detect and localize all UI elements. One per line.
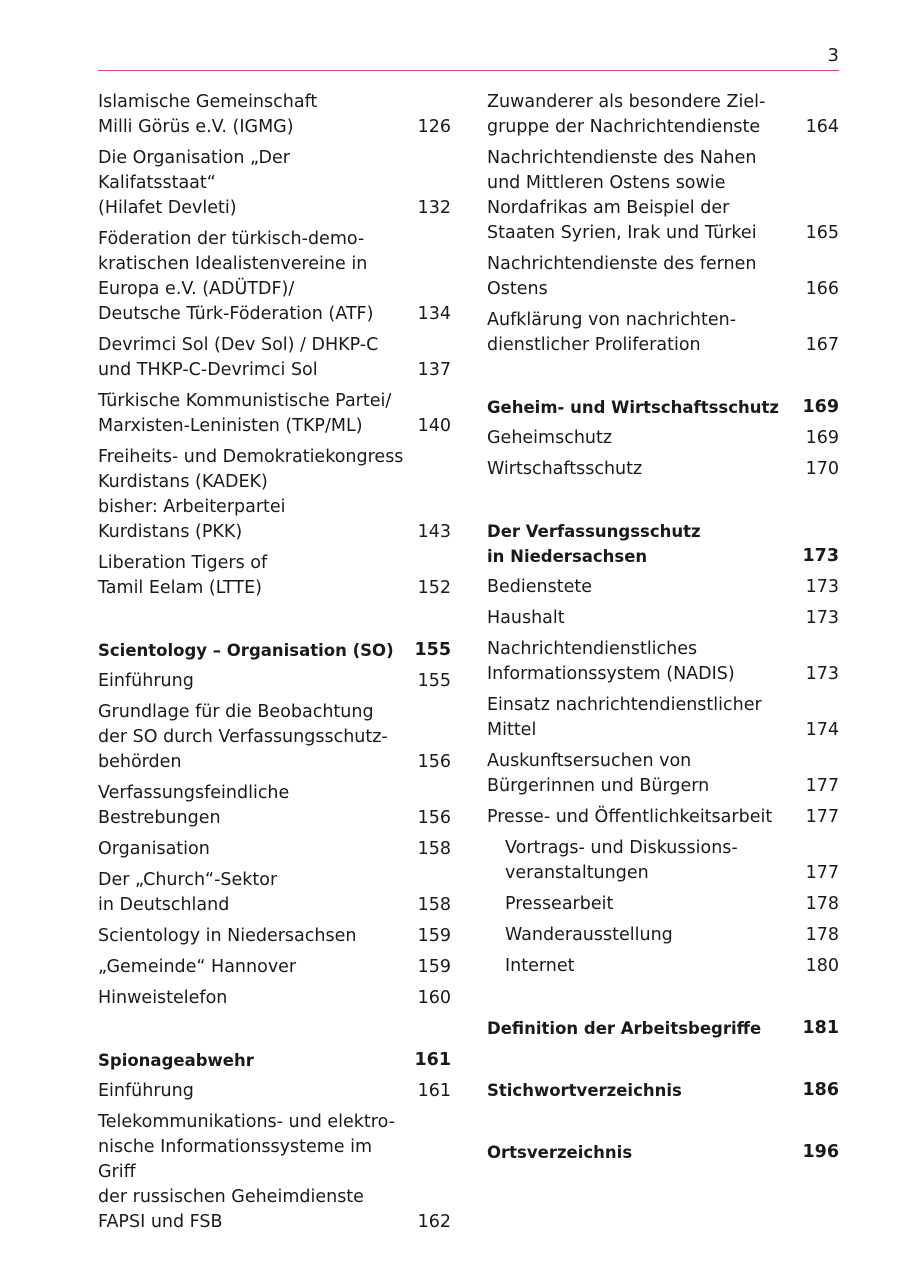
toc-entry-page: 160 [417,988,451,1008]
toc-entry-title: Bedienstete [487,577,592,597]
toc-entry-page: 166 [805,279,839,299]
toc-entry-page: 161 [417,1081,451,1101]
toc-entry [98,146,451,221]
toc-entry-title: Presse- und Öffentlichkeitsarbeit [487,807,773,827]
toc-entry-page: 186 [802,1080,839,1100]
page-number: 3 [827,45,839,66]
toc-entry [98,445,451,545]
toc-entry-page: 158 [417,895,451,915]
toc-entry-page: 161 [414,1050,451,1070]
toc-entry-page: 158 [417,839,451,859]
toc-entry [98,955,451,980]
toc-entry [487,308,839,358]
toc-entry-page: 164 [805,117,839,137]
toc-entry-page: 159 [417,957,451,977]
toc-entry [487,892,839,917]
toc-entry-page: 155 [414,640,451,660]
toc-entry [98,90,451,140]
toc-entry-page: 181 [802,1018,839,1038]
toc-entry [487,90,839,140]
toc-entry [98,986,451,1011]
toc-entry [487,805,839,830]
toc-entry-title: Die Organisation „Der Kalifatsstaat“ (Hilafet Devleti) [98,148,290,218]
toc-entry-page: 167 [805,335,839,355]
toc-entry [487,693,839,743]
toc-entry-title: Grundlage für die Beobachtung der SO durch Verfassungsschutz- behörden [98,702,388,772]
toc-entry-title: Liberation Tigers of Tamil Eelam (LTTE) [98,553,268,598]
toc-entry [98,333,451,383]
toc-entry-title: Organisation [98,839,210,859]
toc-entry-page: 156 [417,752,451,772]
toc-entry-title: Der „Church“-Sektor in Deutschland [98,870,278,915]
toc-entry [98,781,451,831]
toc-section-heading [487,1078,839,1103]
toc-entry [487,146,839,246]
toc-entry-title: Islamische Gemeinschaft Milli Görüs e.V. (IGMG) [98,92,318,137]
toc-entry-page: 155 [417,671,451,691]
toc-entry-title: Freiheits- und Demokratiekongress Kurdistans (KADEK) bisher: Arbeiterpartei Kurdistans (PKK) [98,447,404,542]
toc-entry-page: 177 [805,807,839,827]
toc-entry-title: Verfassungsfeindliche Bestrebungen [98,783,290,828]
toc-entry [98,1110,451,1235]
toc-entry [98,924,451,949]
toc-entry [487,954,839,979]
toc-entry-title: Geheimschutz [487,428,613,448]
toc-entry-title: Pressearbeit [505,894,614,914]
toc-entry-title: Spionageabwehr [98,1051,254,1070]
toc-entry-page: 177 [805,863,839,883]
toc-entry-title: Vortrags- und Diskussions- veranstaltungen [505,838,738,883]
toc-entry-title: Wanderausstellung [505,925,673,945]
toc-entry [98,1079,451,1104]
toc-entry-page: 170 [805,459,839,479]
toc-section-heading [487,519,839,569]
toc-entry-page: 152 [417,578,451,598]
toc-entry [487,749,839,799]
toc-entry-page: 180 [805,956,839,976]
toc-entry-page: 169 [802,397,839,417]
toc-entry-title: Einsatz nachrichtendienstlicher Mittel [487,695,762,740]
toc-entry-title: Auskunftsersuchen von Bürgerinnen und Bürgern [487,751,710,796]
toc-entry-title: Zuwanderer als besondere Ziel- gruppe der Nachrichtendienste [487,92,766,137]
toc-entry-page: 134 [417,304,451,324]
toc-entry [487,923,839,948]
toc-entry [487,457,839,482]
toc-entry [98,669,451,694]
toc-entry-title: Aufklärung von nachrichten- dienstlicher Proliferation [487,310,737,355]
toc-entry-title: Scientology in Niedersachsen [98,926,357,946]
toc-entry-page: 126 [417,117,451,137]
toc-entry-title: Geheim- und Wirtschaftsschutz [487,398,779,417]
toc-entry-page: 169 [805,428,839,448]
toc-entry-page: 159 [417,926,451,946]
toc-entry [487,637,839,687]
toc-entry-title: Stichwortverzeichnis [487,1081,682,1100]
toc-entry [98,389,451,439]
toc-entry [487,426,839,451]
toc-entry [487,606,839,631]
toc-entry-page: 196 [802,1142,839,1162]
toc-entry-page: 137 [417,360,451,380]
toc-entry-page: 173 [805,608,839,628]
toc-entry-title: Telekommunikations- und elektro- nische Informationssysteme im Griff der russischen Geheimdienste FAPSI und FSB [98,1112,395,1232]
toc-entry [487,252,839,302]
toc-entry [98,227,451,327]
toc-entry-title: Haushalt [487,608,565,628]
toc-section-heading [98,1048,451,1073]
toc-entry-title: Nachrichtendienstliches Informationssystem (NADIS) [487,639,735,684]
toc-entry-title: Scientology – Organisation (SO) [98,641,394,660]
toc-left-column [98,90,451,1241]
toc-entry-page: 173 [805,577,839,597]
toc-entry-title: „Gemeinde“ Hannover [98,957,297,977]
toc-entry-title: Internet [505,956,575,976]
toc-right-column [487,90,839,1171]
toc-entry [98,700,451,775]
toc-entry-title: Föderation der türkisch-demo- kratischen Idealistenvereine in Europa e.V. (ADÜTDF)/ Deutsche Türk-Föderation (ATF) [98,229,374,324]
toc-entry-title: Definition der Arbeitsbegriffe [487,1019,762,1038]
toc-entry-page: 173 [805,664,839,684]
toc-entry-page: 143 [417,522,451,542]
toc-entry-page: 173 [802,546,839,566]
toc-entry-page: 156 [417,808,451,828]
toc-entry-title: Ortsverzeichnis [487,1143,633,1162]
toc-entry [487,836,839,886]
toc-entry [98,837,451,862]
toc-entry [98,551,451,601]
toc-entry-title: Nachrichtendienste des Nahen und Mittleren Ostens sowie Nordafrikas am Beispiel der Staaten Syrien, Irak und Türkei [487,148,757,243]
toc-entry-page: 165 [805,223,839,243]
toc-entry-page: 177 [805,776,839,796]
toc-entry [98,868,451,918]
toc-section-heading [98,638,451,663]
toc-entry-title: Nachrichtendienste des fernen Ostens [487,254,757,299]
toc-entry-title: Wirtschaftsschutz [487,459,643,479]
toc-entry-title: Einführung [98,1081,194,1101]
toc-entry-title: Der Verfassungsschutz in Niedersachsen [487,522,701,566]
toc-entry-page: 132 [417,198,451,218]
toc-entry [487,575,839,600]
toc-section-heading [487,1016,839,1041]
toc-entry-page: 162 [417,1212,451,1232]
toc-entry-title: Hinweistelefon [98,988,228,1008]
toc-entry-title: Einführung [98,671,194,691]
toc-section-heading [487,395,839,420]
toc-entry-page: 174 [805,720,839,740]
header-rule [98,70,839,71]
toc-entry-page: 178 [805,894,839,914]
toc-entry-page: 178 [805,925,839,945]
toc-entry-page: 140 [417,416,451,436]
toc-section-heading [487,1140,839,1165]
toc-entry-title: Devrimci Sol (Dev Sol) / DHKP-C und THKP-C-Devrimci Sol [98,335,379,380]
toc-entry-title: Türkische Kommunistische Partei/ Marxisten-Leninisten (TKP/ML) [98,391,392,436]
